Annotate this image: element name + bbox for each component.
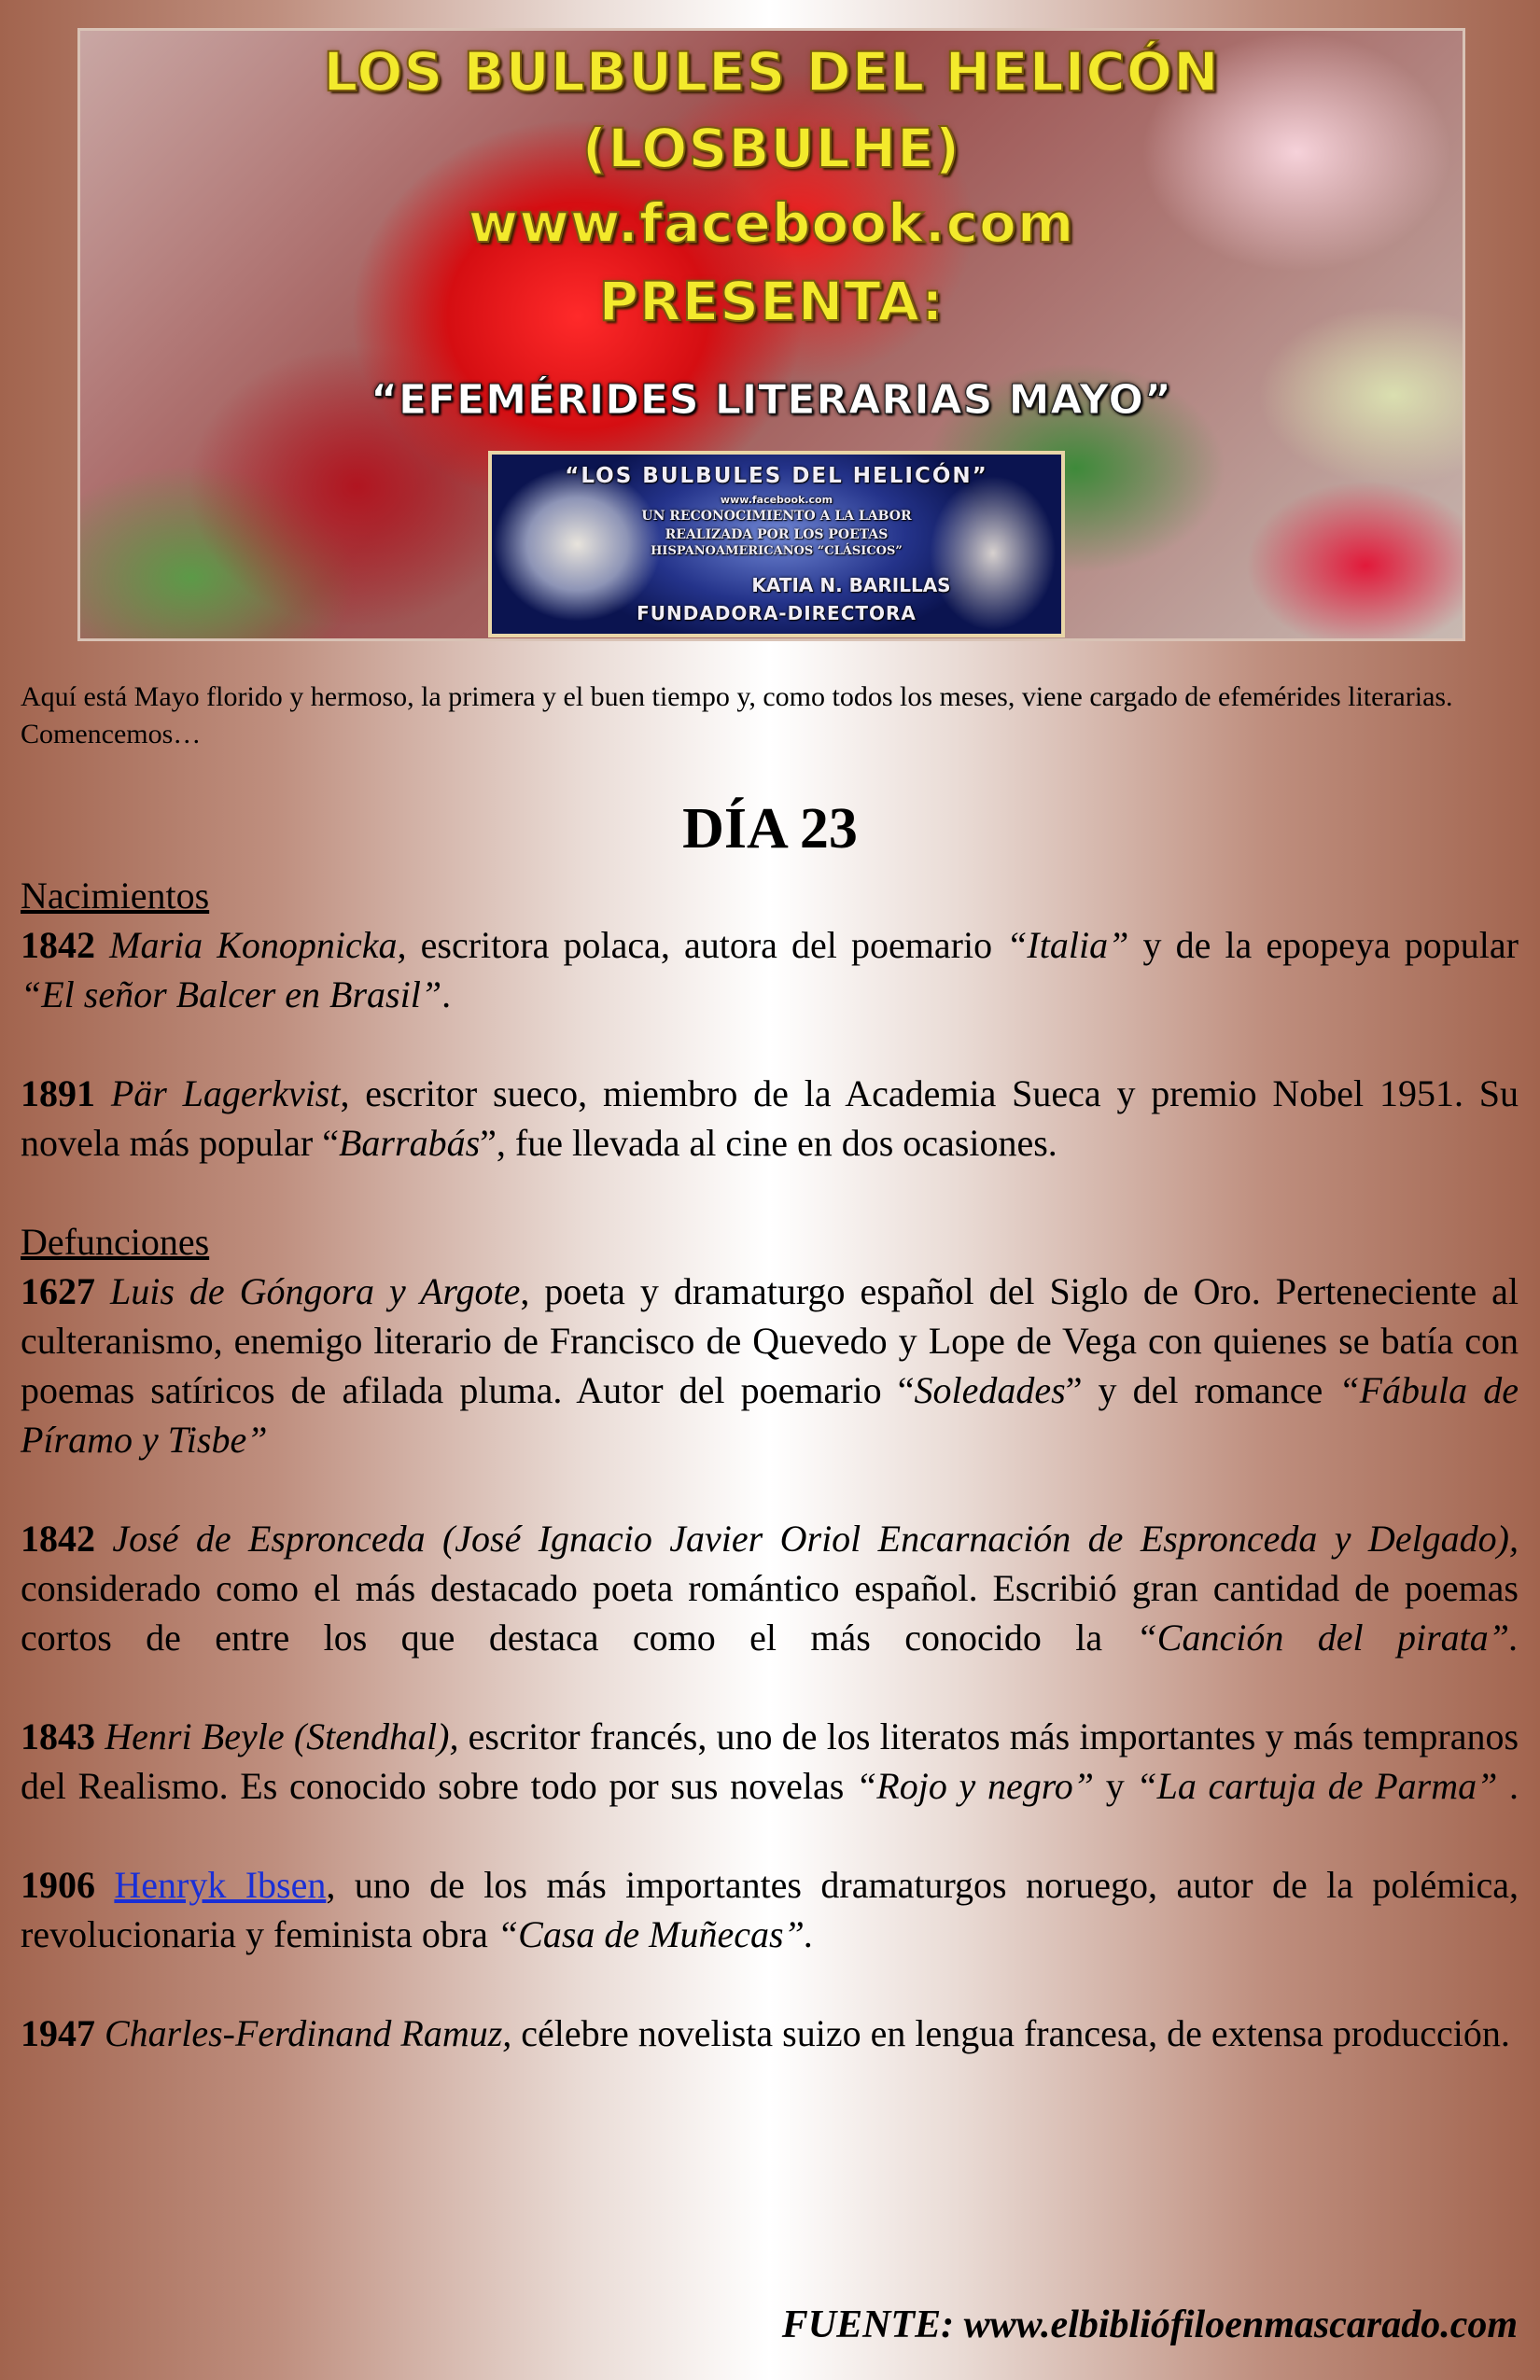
entry-name: Charles-Ferdinand Ramuz, [105, 2012, 512, 2054]
death-entry-1906: 1906 Henryk Ibsen, uno de los más importantes dramaturgos noruego, autor de la polémica, revolucionaria y feminista obra “Casa de Muñecas”. [21, 1864, 1519, 1955]
entry-year: 1947 [21, 2012, 95, 2054]
entry-year: 1906 [21, 1864, 95, 1906]
day-title: DÍA 23 [682, 797, 858, 861]
entry-work: “Fábula de Píramo y Tisbe” [21, 1369, 1519, 1461]
logo-text-line-2: REALIZADA POR LOS POETAS [665, 527, 889, 542]
entry-name: José de Espronceda (José Ignacio Javier Oriol Encarnación de Espronceda y Delgado), [112, 1518, 1519, 1560]
death-entry-1947: 1947 Charles-Ferdinand Ramuz, célebre novelista suizo en lengua francesa, de extensa producción. [21, 2012, 1510, 2054]
entry-name: Luis de Góngora y Argote [109, 1270, 521, 1312]
entry-work: Soledades [914, 1369, 1066, 1411]
header-banner-image [77, 28, 1465, 641]
entry-work: “El señor Balcer en Brasil” [21, 973, 442, 1015]
entry-name: Henri Beyle (Stendhal), [105, 1715, 459, 1757]
logo-url: www.facebook.com [720, 494, 833, 506]
death-entry-1627: 1627 Luis de Góngora y Argote, poeta y dramaturgo español del Siglo de Oro. Perteneciente al culteranismo, enemigo literario de Francisco de Quevedo y Lope de Vega con quienes se batía con poemas satíricos de afilada pluma. Autor del poemario “Soledades” y del romance “Fábula de Píramo y Tisbe” [21, 1270, 1519, 1461]
ibsen-link[interactable]: Henryk Ibsen [114, 1864, 327, 1906]
birth-entry-1891: 1891 Pär Lagerkvist, escritor sueco, miembro de la Academia Sueca y premio Nobel 1951. Su novela más popular “Barrabás”, fue llevada al cine en dos ocasiones. [21, 1072, 1519, 1164]
ephemerides-body [21, 871, 1519, 2058]
banner-title-line-2: (LOSBULHE) [581, 117, 961, 180]
logo-text-line-1: UN RECONOCIMIENTO A LA LABOR [641, 509, 912, 524]
entry-work: “Canción del pirata”. [1136, 1617, 1519, 1659]
entry-work: “La cartuja de Parma” [1136, 1765, 1498, 1807]
deaths-heading: Defunciones [21, 1221, 210, 1263]
banner-title-line-1: LOS BULBULES DEL HELICÓN [323, 40, 1220, 104]
death-entry-1843: 1843 Henri Beyle (Stendhal), escritor francés, uno de los literatos más importantes y más tempranos del Realismo. Es conocido sobre todo por sus novelas “Rojo y negro” y “La cartuja de Parma” . [21, 1715, 1519, 1807]
logo-title: “LOS BULBULES DEL HELICÓN” [565, 464, 988, 488]
entry-name: Maria Konopnicka, [109, 924, 407, 966]
logo-author: KATIA N. BARILLAS [751, 574, 951, 596]
birth-entry-1842: 1842 Maria Konopnicka, escritora polaca, autora del poemario “Italia” y de la epopeya popular “El señor Balcer en Brasil”. [21, 924, 1519, 1015]
entry-work: “Italia” [1006, 924, 1129, 966]
source-credit: FUENTE: www.elbibliófiloenmascarado.com [781, 2303, 1518, 2346]
banner-presenta-line: PRESENTA: [598, 270, 945, 333]
logo-role: FUNDADORA-DIRECTORA [637, 602, 917, 624]
entry-name: Pär Lagerkvist [110, 1072, 341, 1114]
entry-year: 1891 [21, 1072, 95, 1114]
entry-work: “Rojo y negro” [856, 1765, 1095, 1807]
entry-year: 1627 [21, 1270, 95, 1312]
entry-year: 1842 [21, 924, 95, 966]
banner-url-line: www.facebook.com [468, 191, 1075, 255]
logo-text-line-3: HISPANOAMERICANOS “CLÁSICOS” [651, 544, 903, 558]
entry-year: 1843 [21, 1715, 95, 1757]
group-logo-image [488, 451, 1065, 637]
entry-work: Barrabás [339, 1122, 481, 1164]
entry-work: “Casa de Muñecas”. [497, 1913, 814, 1955]
death-entry-1842: 1842 José de Espronceda (José Ignacio Javier Oriol Encarnación de Espronceda y Delgado), considerado como el más destacado poeta romántico español. Escribió gran cantidad de poemas cortos de entre los que destaca como el más conocido la “Canción del pirata”. [21, 1518, 1519, 1659]
intro-paragraph: Aquí está Mayo florido y hermoso, la primera y el buen tiempo y, como todos los meses, viene cargado de efemérides literarias. Comencemos… [21, 681, 1453, 749]
banner-subtitle: “EFEMÉRIDES LITERARIAS MAYO” [371, 376, 1172, 424]
entry-year: 1842 [21, 1518, 95, 1560]
births-heading: Nacimientos [21, 875, 210, 917]
